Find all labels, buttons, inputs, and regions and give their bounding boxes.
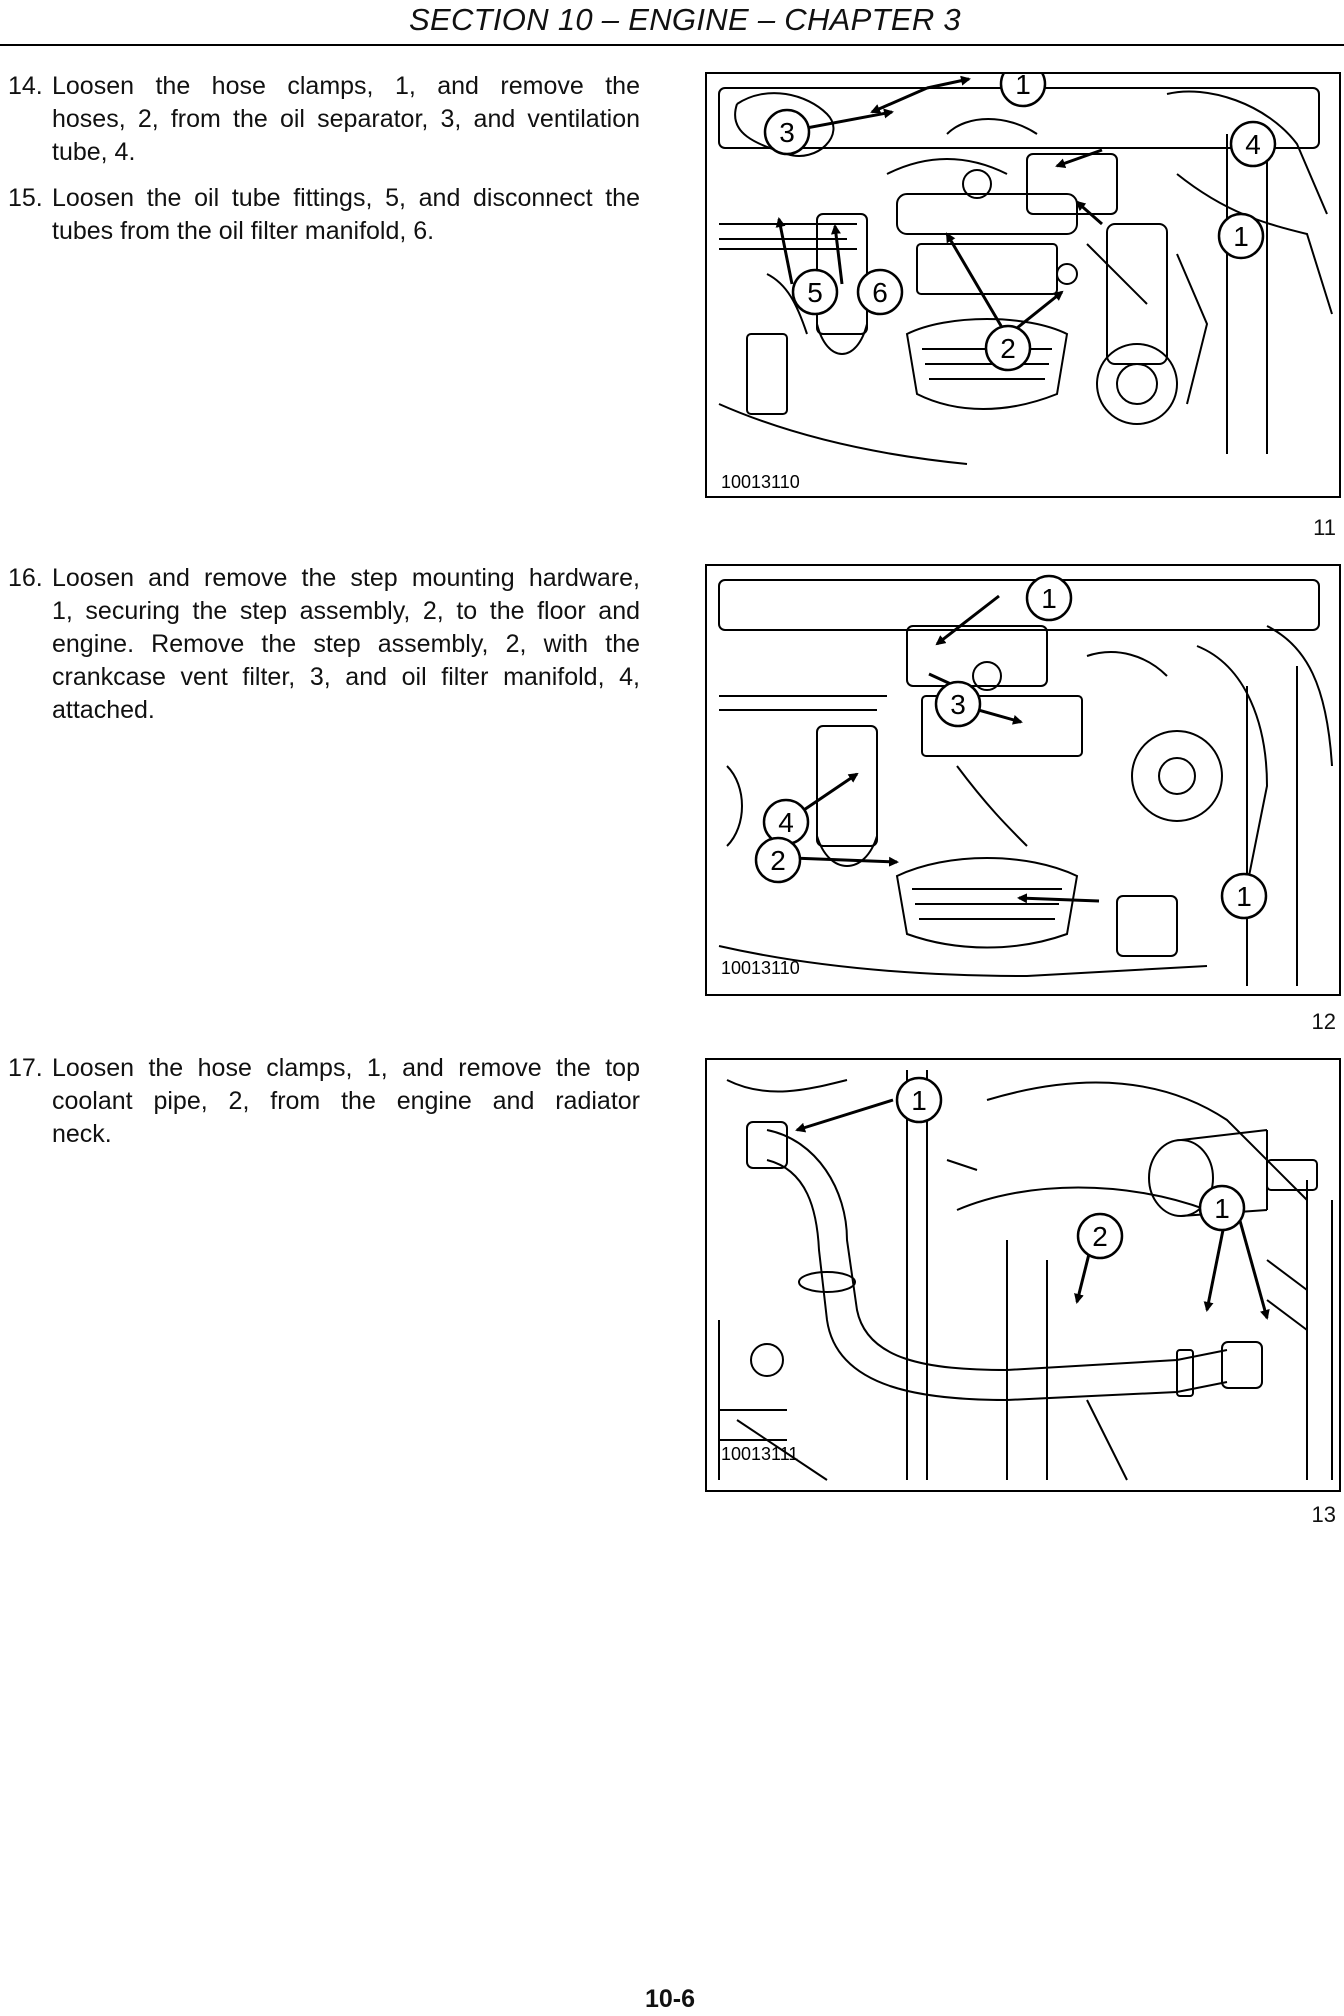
page-number: 10-6 (644, 1985, 696, 2013)
callout-2: 2 (1092, 1221, 1108, 1252)
step-line: engine. Remove the step assembly, 2, with the (52, 630, 640, 658)
callout-4: 4 (778, 807, 794, 838)
step-line: tubes from the oil filter manifold, 6. (52, 217, 435, 245)
callout-1: 1 (1214, 1193, 1230, 1224)
figure-number: 12 (1311, 1009, 1336, 1034)
step-line: 1, securing the step assembly, 2, to the floor and (52, 597, 640, 625)
figure-number: 11 (1313, 515, 1336, 540)
section-header: SECTION 10 – ENGINE – CHAPTER 3 (409, 2, 961, 37)
engine-line-drawing (707, 74, 1341, 498)
callout-4: 4 (1245, 129, 1261, 160)
step-line: Loosen the oil tube fittings, 5, and disconnect the (52, 184, 640, 212)
callout-2: 2 (1000, 333, 1016, 364)
callout-1: 1 (1233, 221, 1249, 252)
step-line: Loosen and remove the step mounting hardware, (52, 564, 640, 592)
callout-3: 3 (779, 117, 795, 148)
step-line: hoses, 2, from the oil separator, 3, and ventilation (52, 105, 640, 133)
engine-line-drawing (707, 566, 1341, 996)
step-line: Loosen the hose clamps, 1, and remove the top (52, 1054, 640, 1082)
step-17 (8, 1052, 640, 1151)
callout-6: 6 (872, 277, 888, 308)
step-line: crankcase vent filter, 3, and oil filter manifold, 4, (52, 663, 640, 691)
callout-2: 2 (770, 845, 786, 876)
step-line: tube, 4. (52, 138, 136, 166)
step-number: 14. (8, 72, 43, 100)
figure-number: 13 (1311, 1502, 1336, 1527)
callout-3: 3 (950, 689, 966, 720)
image-code: 10013110 (721, 472, 800, 492)
figure-13-illustration (705, 1058, 1341, 1492)
image-code: 10013111 (721, 1444, 799, 1464)
step-line: neck. (52, 1120, 112, 1148)
callout-1: 1 (911, 1085, 927, 1116)
callout-1: 1 (1041, 583, 1057, 614)
step-line: coolant pipe, 2, from the engine and radiator (52, 1087, 640, 1115)
step-16 (8, 562, 640, 727)
step-line: Loosen the hose clamps, 1, and remove the (52, 72, 640, 100)
step-number: 15. (8, 184, 43, 212)
callout-1: 1 (1236, 881, 1252, 912)
callout-1: 1 (1015, 74, 1031, 100)
step-14 (8, 70, 640, 169)
callout-5: 5 (807, 277, 823, 308)
step-15 (8, 182, 640, 248)
header-rule (0, 44, 1344, 46)
figure-12-illustration (705, 564, 1341, 996)
step-line: attached. (52, 696, 155, 724)
image-code: 10013110 (721, 958, 800, 978)
step-number: 16. (8, 564, 43, 592)
coolant-pipe-line-drawing (707, 1060, 1341, 1492)
figure-11-illustration (705, 72, 1341, 498)
step-number: 17. (8, 1054, 43, 1082)
